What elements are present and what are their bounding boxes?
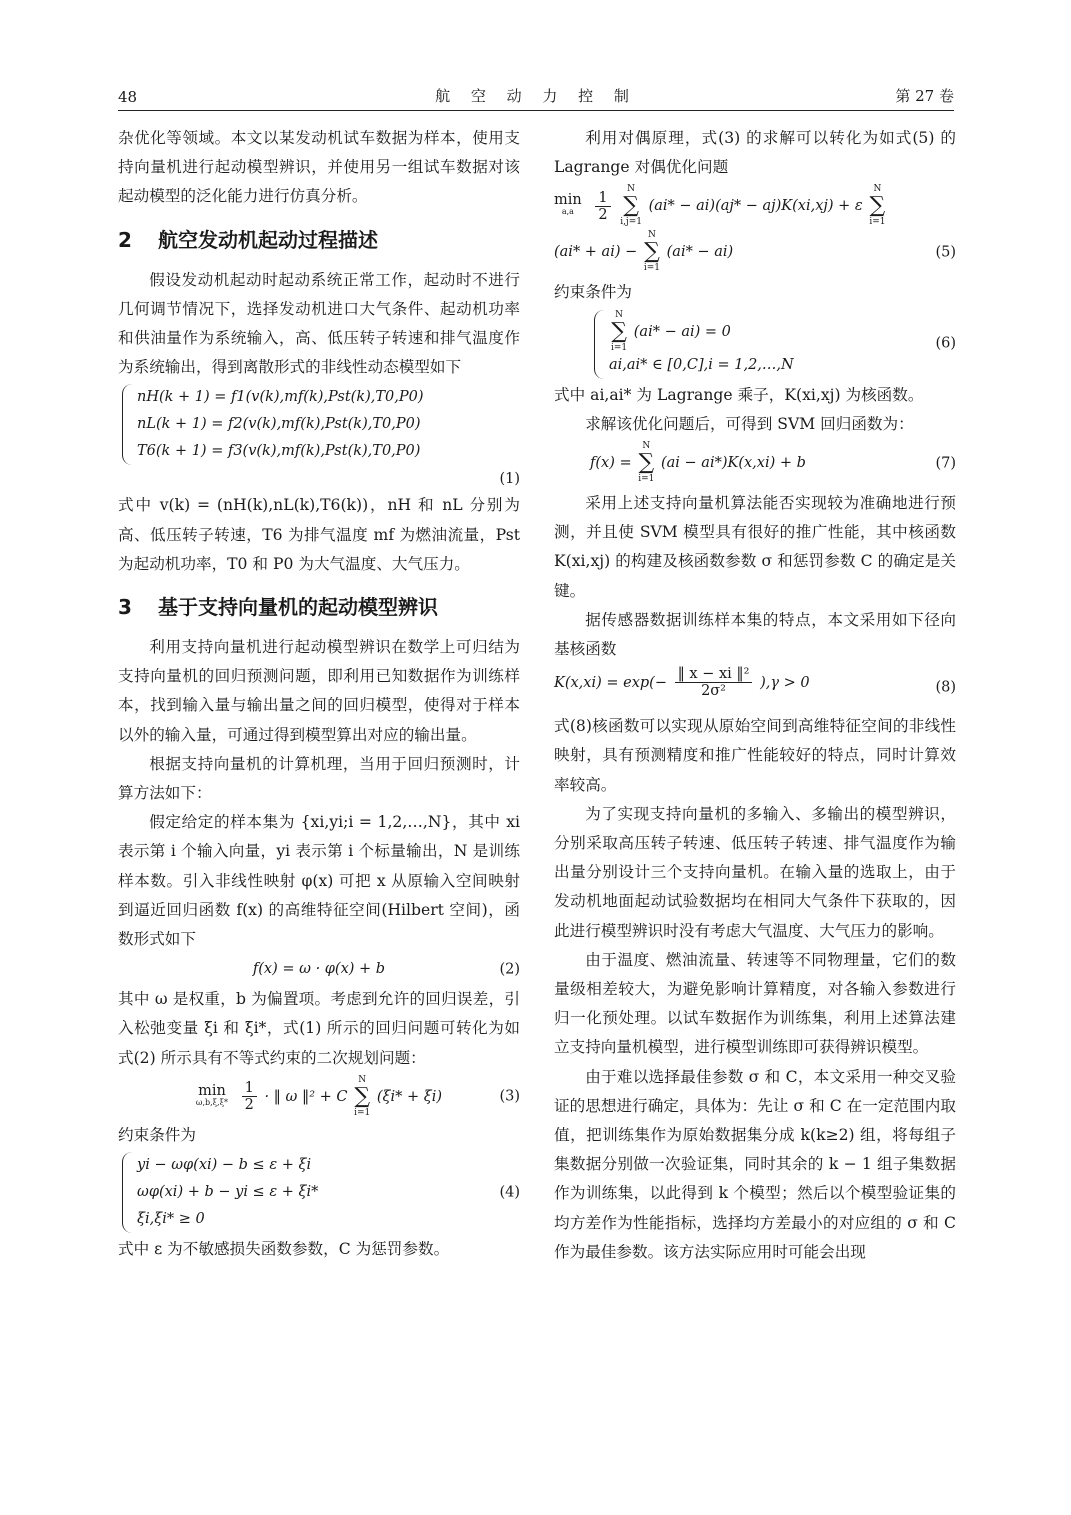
equation-number: (7)	[935, 455, 956, 472]
equation-line: ai,ai* ∈ [0,C],i = 1,2,…,N	[609, 356, 794, 373]
paragraph-intro: 杂优化等领域。本文以某发动机试车数据为样本，使用支持向量机进行起动模型辨识，并使用另一组试车数据对该起动模型的泛化能力进行仿真分析。	[118, 129, 520, 206]
paragraph-svm-function: 求解该优化问题后，可得到 SVM 回归函数为：	[585, 414, 914, 433]
paragraph-dual: 利用对偶原理，式(3) 的求解可以转化为如式(5) 的 Lagrange 对偶优化问题	[554, 129, 956, 177]
paragraph-lagrange: 式中 ai,ai* 为 Lagrange 乘子，K(xi,xj) 为核函数。	[554, 385, 924, 404]
equation-line: ωφ(xi) + b − yi ≤ ε + ξi*	[137, 1184, 319, 1201]
summation-symbol: N ∑ i=1	[638, 441, 655, 485]
equation-6	[590, 310, 956, 379]
equation-line: nH(k + 1) = f1(v(k),mf(k),Pst(k),T0,P0)	[137, 389, 424, 406]
equation-1	[118, 384, 520, 465]
equation-5: min a,a $\frac{1}{2}$ N ∑ i,j=1 (ai* − ai)(aj* − aj)K(xi,xj) + ε N ∑ i=1 (ai* + ai) − N ∑ i=1 (ai* − ai) (5)	[554, 184, 956, 274]
section-number: 2	[118, 227, 132, 252]
equation-number: (2)	[499, 961, 520, 978]
paragraph-kernel-mapping: 式(8)核函数可以实现从原始空间到高维特征空间的非线性映射，具有预测精度和推广性能较好的特点，同时计算效率较高。	[554, 717, 956, 794]
paragraph-constraints-label: 约束条件为	[554, 283, 632, 302]
min-operator: min ω,b,ξ,ξ*	[195, 1082, 229, 1107]
paragraph-variables: 式中 v(k) = (nH(k),nL(k),T6(k))，nH 和 nL 分别为高、低压转子转速，T6 为排气温度 mf 为燃油流量，Pst 为起动机功率，T0 和 P0 为大气温度、大气压力。	[118, 496, 520, 573]
section-title: 基于支持向量机的起动模型辨识	[158, 595, 438, 620]
summation-symbol: N ∑ i=1	[643, 230, 661, 274]
paragraph-startup-description: 假设发动机起动时起动系统正常工作，起动时不进行几何调节情况下，选择发动机进口大气条件、起动机功率和供油量作为系统输入，高、低压转子转速和排气温度作为系统输出，得到离散形式的非线性动态模型如下	[118, 270, 520, 377]
paragraph-weights: 其中 ω 是权重，b 为偏置项。考虑到允许的回归误差，引入松弛变量 ξi 和 ξi*，式(1) 所示的回归问题可转化为如式(2) 所示具有不等式约束的二次规划问题：	[118, 990, 520, 1067]
summation-symbol: N ∑ i,j=1	[620, 184, 642, 228]
section-3-heading	[118, 591, 520, 623]
summation-symbol: N ∑ i=1	[354, 1074, 371, 1118]
equation-line: yi − ωφ(xi) − b ≤ ε + ξi	[137, 1157, 312, 1174]
journal-title: 航 空 动 力 控 制	[435, 87, 637, 105]
running-header	[118, 84, 954, 111]
equation-8: K(x,xi) = exp(− $\frac{\text{‖ x − xi ‖²}}{\text{2σ²}}$ ),γ > 0 (8)	[554, 666, 956, 710]
paragraph-cross-validation: 由于难以选择最佳参数 σ 和 C，本文采用一种交叉验证的思想进行确定，具体为：先让 σ 和 C 在一定范围内取值，把训练集作为原始数据集分成 k(k≥2) 组，将每组子集数据分别做一次验证集，同时其余的 k − 1 组子集数据作为训练集，以此得到 k 个模型；然后以个模型验证集的均方差作为性能指标，选择均方差最小的对应组的 σ 和 C 作为最佳参数。该方法实际应用时可能会出现	[554, 1067, 956, 1261]
equation-number: (5)	[935, 244, 956, 261]
equation-3: min ω,b,ξ,ξ* $\frac{1}{2}$ · ‖ ω ‖² + C N ∑ i=1 (ξi* + ξi) (3)	[195, 1074, 520, 1118]
page-number: 48	[118, 88, 138, 106]
equation-line: T6(k + 1) = f3(v(k),mf(k),Pst(k),T0,P0)	[137, 443, 421, 460]
paragraph-method: 根据支持向量机的计算机理，当用于回归预测时，计算方法如下：	[118, 754, 520, 803]
section-title: 航空发动机起动过程描述	[158, 227, 378, 252]
paragraph-kernel-key: 采用上述支持向量机算法能否实现较为准确地进行预测，并且使 SVM 模型具有很好的推广性能，其中核函数 K(xi,xj) 的构建及核函数参数 σ 和惩罚参数 C 的确定是关键。	[554, 494, 956, 600]
fraction-half: $\frac{1}{2}$	[242, 1080, 257, 1113]
equation-number: (8)	[935, 679, 956, 696]
paragraph-svm-regression: 利用支持向量机进行起动模型辨识在数学上可归结为支持向量机的回归预测问题，即利用已知数据作为训练样本，找到输入量与输出量之间的回归模型，使得对于样本以外的输入量，可通过得到模型算出对应的输出量。	[118, 638, 520, 744]
fraction-gaussian: $\frac{\text{‖ x − xi ‖²}}{\text{2σ²}}$	[675, 666, 753, 699]
equation-2	[118, 956, 520, 983]
equation-number: (1)	[499, 471, 520, 488]
summation-symbol: N ∑ i=1	[611, 309, 628, 353]
paragraph-sample-set: 假定给定的样本集为 {xi,yi;i = 1,2,…,N}，其中 xi 表示第 i 个输入向量，yi 表示第 i 个标量输出，N 是训练样本数。引入非线性映射 φ(x) 可把 x 从原输入空间映射到逼近回归函数 f(x) 的高维特征空间(Hilbert 空间)，函数形式如下	[118, 813, 520, 949]
paragraph-normalization: 由于温度、燃油流量、转速等不同物理量，它们的数量级相差较大，为避免影响计算精度，对各输入参数进行归一化预处理。以试车数据作为训练集，利用上述算法建立支持向量机模型，进行模型训练即可获得辨识模型。	[554, 950, 956, 1057]
equation-line: ξi,ξi* ≥ 0	[137, 1211, 205, 1228]
left-column	[118, 124, 520, 1264]
paragraph-rbf: 据传感器数据训练样本集的特点，本文采用如下径向基核函数	[554, 610, 956, 659]
equation-7: f(x) = N ∑ i=1 (ai − ai*)K(x,xi) + b (7)	[590, 441, 956, 485]
section-number: 3	[118, 595, 132, 620]
equation-4	[118, 1152, 520, 1233]
section-2-heading	[118, 224, 520, 256]
equation-body: f(x) = ω · φ(x) + b	[252, 961, 386, 978]
equation-line: nL(k + 1) = f2(v(k),mf(k),Pst(k),T0,P0)	[137, 416, 421, 433]
equation-line: (ai* − ai) = 0	[633, 323, 731, 340]
paragraph-mimo: 为了实现支持向量机的多输入、多输出的模型辨识，分别采取高压转子转速、低压转子转速、排气温度作为输出量分别设计三个支持向量机。在输入量的选取上，由于发动机地面起动试验数据均在相同大气条件下获取的，因此进行模型辨识时没有考虑大气温度、大气压力的影响。	[554, 804, 956, 940]
min-operator: min a,a	[554, 192, 582, 217]
volume-label: 第 27 卷	[895, 87, 954, 105]
fraction-half: $\frac{1}{2}$	[595, 190, 610, 223]
equation-number: (6)	[935, 335, 956, 352]
right-column	[554, 124, 956, 1267]
equation-number: (3)	[499, 1088, 520, 1105]
equation-number: (4)	[499, 1184, 520, 1201]
summation-symbol: N ∑ i=1	[869, 184, 886, 228]
paragraph-epsilon: 式中 ε 为不敏感损失函数参数，C 为惩罚参数。	[118, 1240, 450, 1259]
paragraph-constraints-label: 约束条件为	[118, 1125, 196, 1144]
